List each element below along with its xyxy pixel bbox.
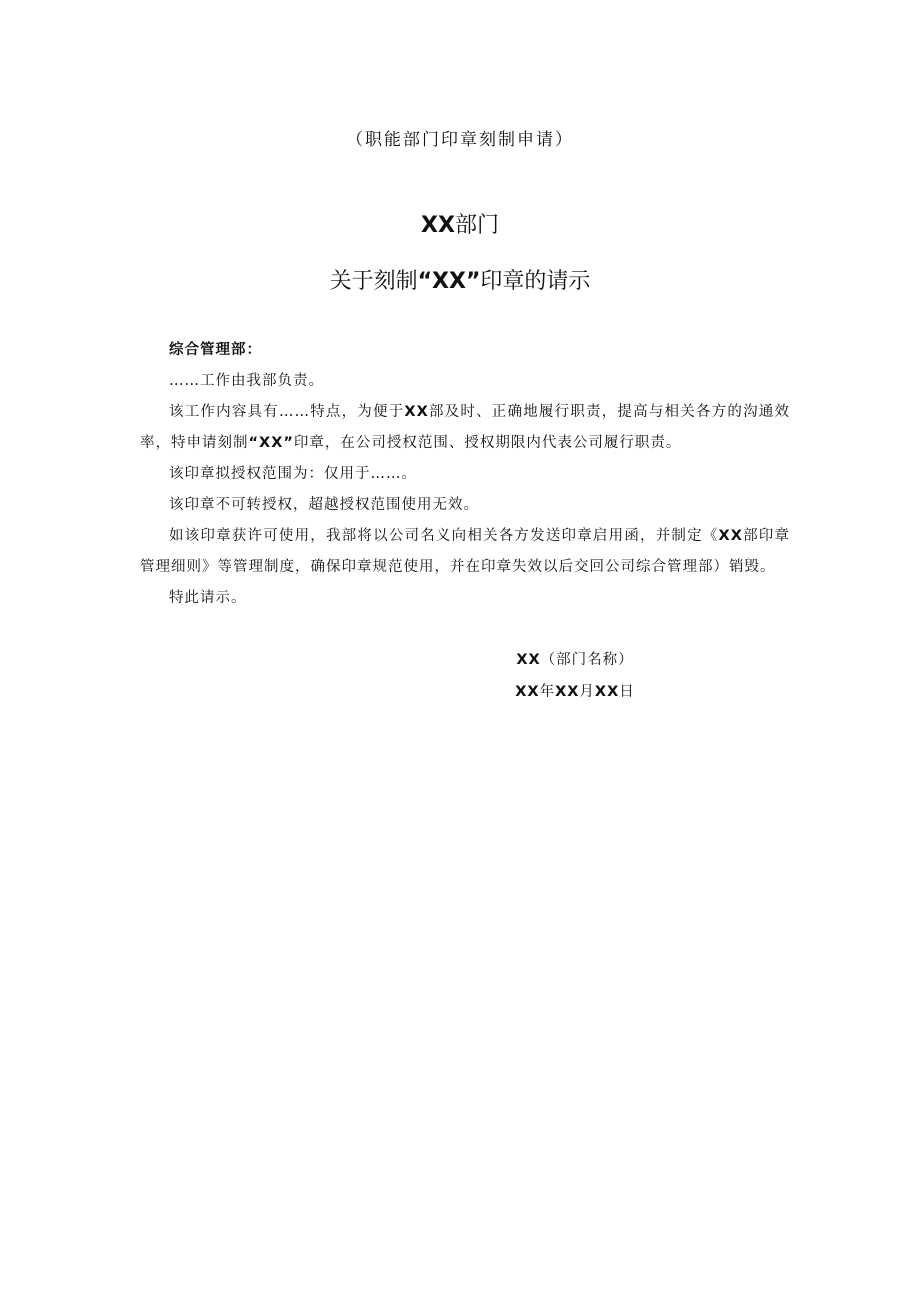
date-month-placeholder: XX	[555, 684, 580, 700]
paragraph-purpose-dept-placeholder: XX	[404, 404, 429, 420]
date-year-label: 年	[539, 684, 556, 700]
document-body	[140, 335, 790, 614]
paragraph-purpose-seal-placeholder: “XX”	[248, 435, 294, 451]
title-seal-placeholder: “XX”	[417, 269, 481, 294]
title-placeholder-xx: XX	[421, 213, 455, 238]
paragraph-responsibility: ……工作由我部负责。	[169, 373, 324, 389]
document-title-request	[0, 266, 920, 298]
signature-dept-placeholder: XX	[516, 652, 541, 668]
paragraph-closing: 特此请示。	[169, 590, 247, 606]
date-day-label: 日	[619, 684, 635, 700]
document-title-department	[0, 210, 920, 242]
paragraph-purpose-part-a: 该工作内容具有……特点，为便于	[169, 404, 405, 420]
paragraph-usage-part-a: 如该印章获许可使用，我部将以公司名义向相关各方发送印章启用函，并制定《	[169, 528, 719, 544]
document-subtitle: （职能部门印章刻制申请）	[346, 130, 574, 150]
signature-department	[430, 645, 720, 676]
paragraph-purpose	[140, 397, 790, 459]
paragraph-usage	[140, 521, 790, 583]
paragraph-scope: 该印章拟授权范围为：仅用于……。	[169, 466, 417, 482]
paragraph-purpose-part-c: 印章，在公司授权范围、授权期限内代表公司履行职责。	[293, 435, 682, 451]
title-request-suffix: 印章的请示	[480, 269, 591, 294]
paragraph-usage-dept-placeholder: XX	[718, 528, 743, 544]
title-department-text: 部门	[454, 213, 499, 238]
salutation: 综合管理部：	[169, 342, 262, 358]
date-year-placeholder: XX	[515, 684, 540, 700]
paragraph-purpose-part-b: 部及时、正确地履行职责，提高与相关各方的沟通效率，特申请刻制	[140, 404, 790, 451]
date-day-placeholder: XX	[594, 684, 620, 700]
paragraph-no-delegation: 该印章不可转授权，超越授权范围使用无效。	[169, 497, 479, 513]
date-month-label: 月	[579, 684, 595, 700]
signature-dept-label: （部门名称）	[540, 652, 634, 668]
paragraph-usage-part-b: 部印章管理细则》等管理制度，确保印章规范使用，并在印章失效以后交回公司综合管理部）销毁。	[140, 528, 791, 575]
signature-date	[430, 677, 720, 708]
title-request-prefix: 关于刻制	[329, 269, 418, 294]
